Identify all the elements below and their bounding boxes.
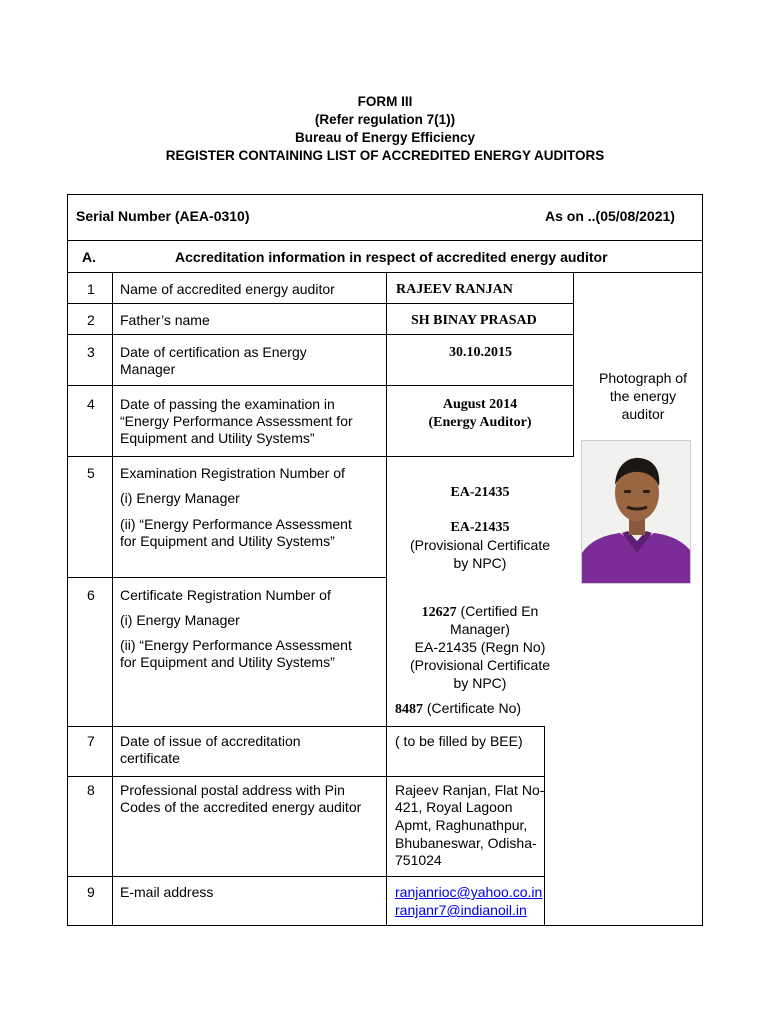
- row-label: Date of passing the examination in: [120, 396, 335, 412]
- row-label: Examination Registration Number of: [120, 465, 345, 481]
- exam-registration-note: by NPC): [453, 555, 507, 571]
- section-letter: A.: [82, 249, 96, 265]
- certificate-note: (Provisional Certificate: [409, 657, 551, 673]
- organization-name: Bureau of Energy Efficiency: [294, 130, 476, 145]
- row-sub-label: for Equipment and Utility Systems”: [120, 533, 335, 549]
- row-sub-label: (ii) “Energy Performance Assessment: [120, 516, 352, 532]
- register-title: REGISTER CONTAINING LIST OF ACCREDITED ENERGY AUDITORS: [165, 148, 605, 163]
- exam-registration-em: EA-21435: [450, 485, 510, 500]
- auditor-name: RAJEEV RANJAN: [396, 282, 513, 297]
- email-link[interactable]: ranjanrioc@yahoo.co.in: [395, 884, 543, 900]
- certificate-registration-ea: [395, 700, 521, 719]
- portrait-illustration: [582, 441, 691, 584]
- row-label: Manager: [120, 361, 176, 377]
- section-title: Accreditation information in respect of accredited energy auditor: [175, 249, 608, 265]
- row-number: 8: [87, 782, 95, 798]
- row-number: 6: [87, 587, 95, 603]
- certificate-note: Manager): [450, 621, 510, 637]
- certificate-number: 8487: [395, 702, 423, 717]
- postal-address: Rajeev Ranjan, Flat No-: [395, 782, 545, 798]
- row-number: 2: [87, 312, 95, 328]
- row-label: Date of issue of accreditation: [120, 733, 301, 749]
- email-link[interactable]: ranjanr7@indianoil.in: [395, 902, 527, 918]
- row-label: E-mail address: [120, 884, 214, 900]
- row-number: 3: [87, 344, 95, 360]
- row-label: Date of certification as Energy: [120, 344, 307, 360]
- photo-caption: the energy: [609, 388, 677, 404]
- exam-type: (Energy Auditor): [428, 415, 532, 430]
- row-sub-label: for Equipment and Utility Systems”: [120, 654, 335, 670]
- row-number: 5: [87, 465, 95, 481]
- row-label: Certificate Registration Number of: [120, 587, 331, 603]
- row-label: Father’s name: [120, 312, 210, 328]
- row-label: Professional postal address with Pin: [120, 782, 345, 798]
- row-sub-label: (ii) “Energy Performance Assessment: [120, 637, 352, 653]
- photo-caption: Photograph of: [599, 370, 687, 386]
- row-number: 1: [87, 281, 95, 297]
- exam-registration-ea: EA-21435: [450, 520, 510, 535]
- certificate-note: by NPC): [453, 675, 507, 691]
- certification-date: 30.10.2015: [449, 345, 512, 360]
- form-number: FORM III: [357, 94, 413, 109]
- auditor-photograph: [581, 440, 691, 584]
- certificate-note: (Certified En: [456, 603, 539, 619]
- postal-address: 421, Royal Lagoon: [395, 799, 513, 815]
- row-label: “Energy Performance Assessment for: [120, 413, 353, 429]
- fathers-name: SH BINAY PRASAD: [411, 313, 537, 328]
- row-sub-label: (i) Energy Manager: [120, 612, 240, 628]
- postal-address: 751024: [395, 852, 442, 868]
- serial-number: Serial Number (AEA-0310): [76, 208, 250, 224]
- certificate-registration-em: [387, 603, 573, 622]
- row-label: Equipment and Utility Systems”: [120, 430, 315, 446]
- row-label: Name of accredited energy auditor: [120, 281, 335, 297]
- postal-address: Bhubaneswar, Odisha-: [395, 835, 537, 851]
- row-number: 4: [87, 396, 95, 412]
- as-on-date: As on ..(05/08/2021): [545, 208, 675, 224]
- accreditation-issue-date: ( to be filled by BEE): [395, 733, 523, 749]
- certificate-number: 12627: [421, 605, 457, 620]
- row-label: certificate: [120, 750, 180, 766]
- photo-caption: auditor: [621, 406, 665, 422]
- certificate-note: EA-21435 (Regn No): [414, 639, 546, 655]
- row-sub-label: (i) Energy Manager: [120, 490, 240, 506]
- certificate-note: (Certificate No): [423, 700, 522, 716]
- exam-registration-note: (Provisional Certificate: [409, 537, 551, 553]
- regulation-reference: (Refer regulation 7(1)): [314, 112, 456, 127]
- row-number: 9: [87, 884, 95, 900]
- row-label: Codes of the accredited energy auditor: [120, 799, 362, 815]
- exam-date: August 2014: [442, 397, 518, 412]
- postal-address: Apmt, Raghunathpur,: [395, 817, 528, 833]
- row-number: 7: [87, 733, 95, 749]
